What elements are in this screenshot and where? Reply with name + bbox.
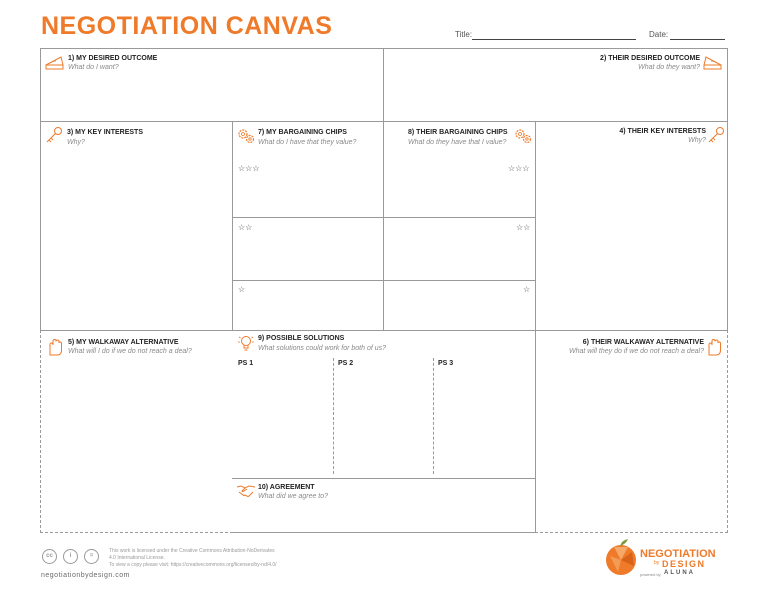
license-line-2: 4.0 International License. — [109, 555, 165, 561]
logo-by-text: by — [654, 560, 660, 566]
solution-label-1: PS 1 — [238, 360, 254, 367]
their-chips-stars-1: ☆ — [523, 285, 531, 294]
solution-label-2: PS 2 — [338, 360, 354, 367]
their-chips-low[interactable] — [383, 280, 536, 331]
website-link[interactable]: negotiationbydesign.com — [41, 572, 130, 579]
their-chips-stars-2: ☆☆ — [516, 223, 531, 232]
s9-prompt: What solutions could work for both of us? — [258, 345, 387, 352]
s2-heading: 2) THEIR DESIRED OUTCOME — [600, 55, 700, 62]
attribution-icon: i — [63, 549, 78, 564]
title-label: Title: — [455, 30, 473, 39]
logo-powered-text: powered by — [640, 572, 661, 577]
gears-icon — [236, 127, 256, 145]
logo-aluna-text: ALUNA — [664, 570, 695, 576]
s8-heading: 8) THEIR BARGAINING CHIPS — [408, 129, 508, 136]
no-derivatives-icon: = — [84, 549, 99, 564]
logo-design-text: DESIGN — [662, 559, 706, 569]
my-chips-stars-3: ☆☆☆ — [238, 164, 260, 173]
s4-heading: 4) THEIR KEY INTERESTS — [619, 128, 706, 135]
handshake-icon — [236, 481, 256, 499]
gears-icon — [513, 127, 533, 145]
section-their-walkaway[interactable] — [535, 330, 728, 533]
solution-divider — [433, 358, 434, 474]
section-their-key-interests[interactable] — [535, 121, 728, 331]
my-chips-low[interactable] — [232, 280, 384, 331]
cc-icon: cc — [42, 549, 57, 564]
s2-prompt: What do they want? — [638, 64, 700, 71]
key-icon — [706, 126, 726, 144]
section-my-walkaway[interactable] — [40, 330, 233, 533]
solution-divider — [333, 358, 334, 474]
s9-heading: 9) POSSIBLE SOLUTIONS — [258, 335, 345, 342]
s3-heading: 3) MY KEY INTERESTS — [67, 129, 143, 136]
solution-label-3: PS 3 — [438, 360, 454, 367]
section-my-key-interests[interactable] — [40, 121, 233, 331]
stop-hand-icon — [45, 338, 65, 356]
s1-heading: 1) MY DESIRED OUTCOME — [68, 55, 158, 62]
s5-prompt: What will I do if we do not reach a deal? — [68, 348, 192, 355]
s7-heading: 7) MY BARGAINING CHIPS — [258, 129, 347, 136]
s5-heading: 5) MY WALKAWAY ALTERNATIVE — [68, 339, 179, 346]
stop-hand-icon — [704, 338, 724, 356]
orange-logo-icon — [602, 536, 640, 578]
s10-heading: 10) AGREEMENT — [258, 484, 315, 491]
s3-prompt: Why? — [67, 139, 85, 146]
their-chips-stars-3: ☆☆☆ — [508, 164, 530, 173]
my-chips-stars-1: ☆ — [238, 285, 246, 294]
canvas-title: NEGOTIATION CANVAS — [41, 12, 333, 40]
my-chips-medium[interactable] — [232, 217, 384, 281]
key-icon — [44, 126, 64, 144]
my-chips-stars-2: ☆☆ — [238, 223, 253, 232]
s6-heading: 6) THEIR WALKAWAY ALTERNATIVE — [582, 339, 704, 346]
s7-prompt: What do I have that they value? — [258, 139, 357, 146]
s8-prompt: What do they have that I value? — [408, 139, 507, 146]
title-input-line[interactable] — [472, 39, 636, 40]
date-input-line[interactable] — [670, 39, 725, 40]
s6-prompt: What will they do if we do not reach a deal? — [568, 348, 704, 355]
section-possible-solutions[interactable] — [232, 330, 536, 479]
logo-main-text: NEGOTIATION — [640, 548, 716, 560]
s4-prompt: Why? — [688, 137, 706, 144]
license-line-1: This work is licensed under the Creative Commons Attribution-NoDerivates — [109, 548, 275, 554]
s10-prompt: What did we agree to? — [258, 493, 329, 500]
lightbulb-icon — [236, 334, 256, 352]
date-label: Date: — [649, 30, 669, 39]
pie-icon — [45, 53, 65, 71]
s1-prompt: What do I want? — [68, 64, 119, 71]
their-chips-medium[interactable] — [383, 217, 536, 281]
pie-icon — [702, 53, 722, 71]
license-link[interactable]: To view a copy please visit: https://creativecommons.org/licenses/by-nd/4.0/ — [109, 562, 277, 568]
